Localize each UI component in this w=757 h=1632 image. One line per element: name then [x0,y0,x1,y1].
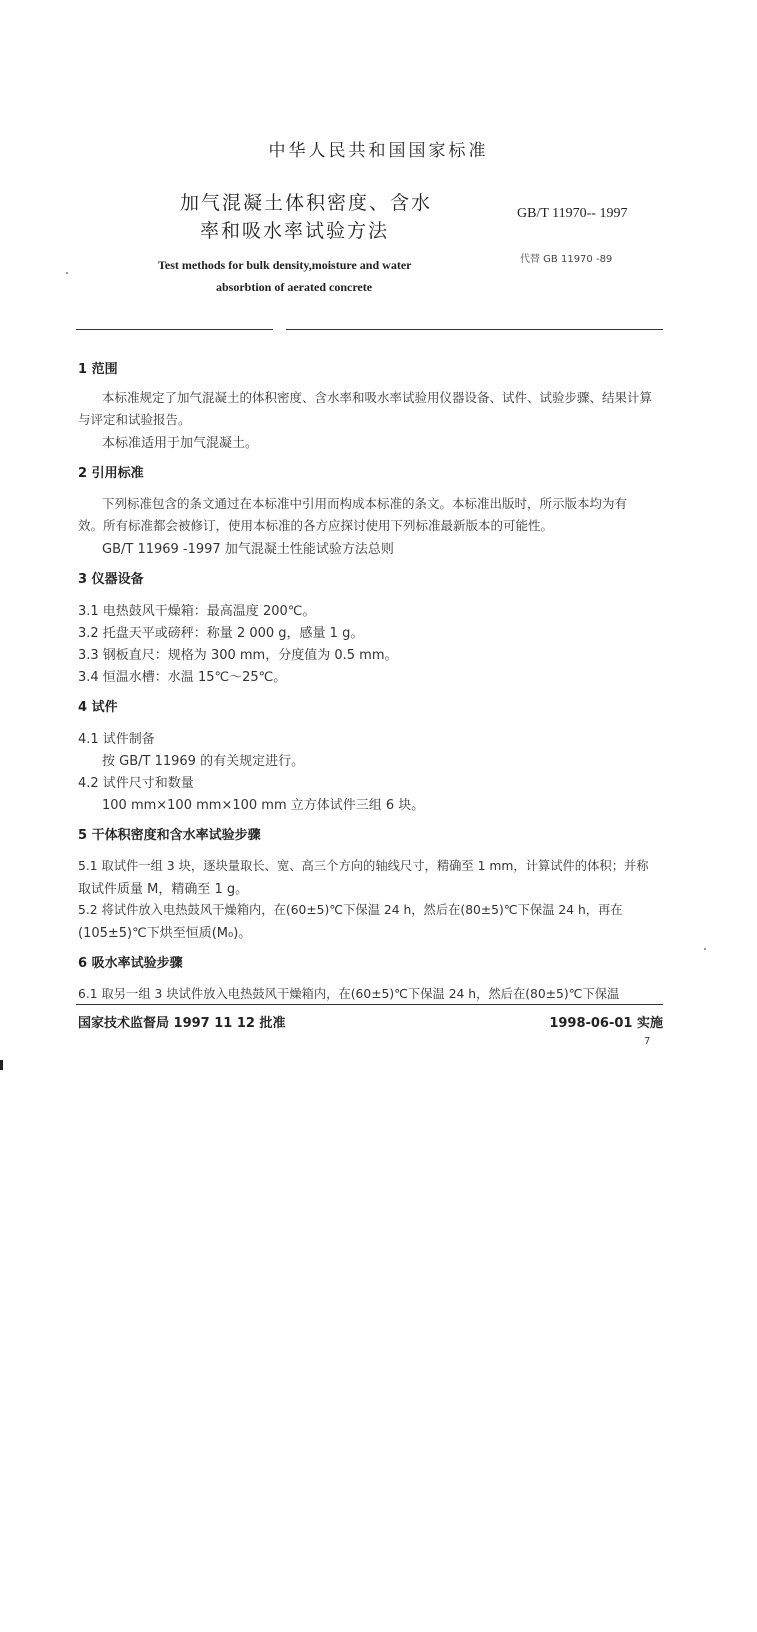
section-4-item-2-text: 100 mm×100 mm×100 mm 立方体试件三组 6 块。 [102,798,425,813]
document-title-line-2: 率和吸水率试验方法 [200,220,390,242]
footer-rule [76,1004,663,1005]
section-4-item-1-text: 按 GB/T 11969 的有关规定进行。 [102,754,305,769]
section-3-item-2: 3.2 托盘天平或磅秤：称量 2 000 g，感量 1 g。 [78,626,364,641]
section-6-heading: 6 吸水率试验步骤 [78,956,183,971]
section-2-paragraph-cont: 效。所有标准都会被修订，使用本标准的各方应探讨使用下列标准最新版本的可能性。 [78,518,554,533]
section-1-paragraph: 本标准规定了加气混凝土的体积密度、含水率和吸水率试验用仪器设备、试件、试验步骤、结果计算 [102,390,653,405]
national-standard-header: 中华人民共和国国家标准 [268,141,489,161]
section-5-item-2-cont: (105±5)℃下烘至恒质(M₀)。 [78,926,252,941]
section-5-item-2: 5.2 将试件放入电热鼓风干燥箱内，在(60±5)℃下保温 24 h，然后在(80±5)℃下保温 24 h，再在 [78,903,623,917]
section-4-item-1: 4.1 试件制备 [78,732,155,747]
section-3-item-1: 3.1 电热鼓风干燥箱：最高温度 200℃。 [78,604,316,619]
header-rule-left [76,329,273,330]
section-5-item-1-cont: 取试件质量 M，精确至 1 g。 [78,882,249,897]
english-title-line-2: absorbtion of aerated concrete [216,280,373,294]
section-1-paragraph-cont: 与评定和试验报告。 [78,412,191,427]
section-3-item-4: 3.4 恒温水槽：水温 15℃～25℃。 [78,670,287,685]
section-2-heading: 2 引用标准 [78,466,144,481]
section-2-paragraph: 下列标准包含的条文通过在本标准中引用而构成本标准的条文。本标准出版时，所示版本均为有 [102,496,628,511]
section-3-heading: 3 仪器设备 [78,572,144,587]
scan-speck [704,948,706,950]
english-title-line-1: Test methods for bulk density,moisture and water [158,258,412,272]
section-4-heading: 4 试件 [78,700,118,715]
section-1-heading: 1 范围 [78,362,118,377]
scan-speck [66,272,68,274]
scan-speck [0,1060,3,1070]
replaces-note: 代替 GB 11970 -89 [520,254,613,265]
section-3-item-3: 3.3 钢板直尺：规格为 300 mm，分度值为 0.5 mm。 [78,648,398,663]
section-5-heading: 5 干体积密度和含水率试验步骤 [78,828,261,843]
approval-note: 国家技术监督局 1997 11 12 批准 [78,1016,286,1031]
implementation-date: 1998-06-01 实施 [549,1016,663,1031]
section-2-reference: GB/T 11969 -1997 加气混凝土性能试验方法总则 [102,542,394,557]
page-number: 7 [644,1036,651,1047]
section-4-item-2: 4.2 试件尺寸和数量 [78,776,194,791]
section-1-scope: 本标准适用于加气混凝土。 [102,436,259,451]
header-rule-right [286,329,663,330]
section-5-item-1: 5.1 取试件一组 3 块，逐块量取长、宽、高三个方向的轴线尺寸，精确至 1 mm，计算试件的体积；并称 [78,859,649,873]
section-6-item-1: 6.1 取另一组 3 块试件放入电热鼓风干燥箱内，在(60±5)℃下保温 24 h，然后在(80±5)℃下保温 [78,987,620,1001]
document-title-line-1: 加气混凝土体积密度、含水 [180,192,433,214]
standard-number: GB/T 11970-- 1997 [517,206,628,221]
